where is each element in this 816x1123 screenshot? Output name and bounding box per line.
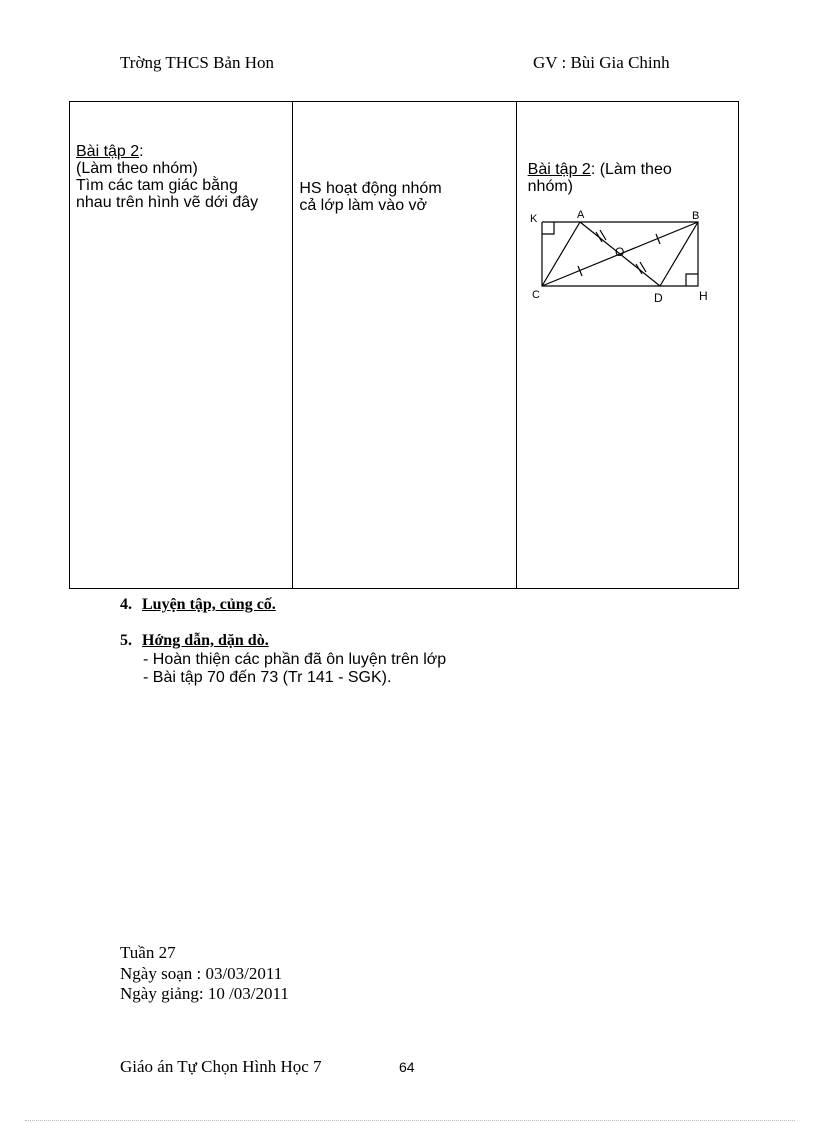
page-bottom-divider bbox=[25, 1120, 795, 1121]
section-number: 5. bbox=[120, 632, 132, 649]
prep-date: Ngày soạn : 03/03/2011 bbox=[120, 964, 283, 983]
section-guidance bbox=[120, 632, 269, 650]
student-activity-line-2: cả lớp làm vào vở bbox=[299, 197, 428, 214]
section-title: Luyện tập, củng cố. bbox=[142, 596, 276, 613]
group-work-label: (Làm theo nhóm) bbox=[76, 160, 198, 177]
label-h: H bbox=[698, 289, 708, 303]
school-name: Trờng THCS Bản Hon bbox=[120, 53, 274, 72]
segment-ca bbox=[542, 222, 580, 286]
table-cell-student-activity bbox=[293, 102, 516, 589]
table-cell-teacher-activity bbox=[70, 102, 293, 589]
task-line-2: nhau trên hình vẽ dới đây bbox=[76, 194, 259, 211]
task-line-1: Tìm các tam giác bằng bbox=[76, 177, 238, 194]
right-angle-mark-k bbox=[542, 222, 554, 234]
cell-text-block bbox=[528, 161, 672, 195]
group-work-label-right: nhóm) bbox=[527, 178, 574, 195]
cell-text-block bbox=[299, 180, 441, 214]
label-o: O bbox=[614, 245, 624, 259]
page-number: 64 bbox=[399, 1059, 415, 1075]
teach-date: Ngày giảng: 10 /03/2011 bbox=[120, 984, 289, 1003]
exercise-title-suffix-right: : (Làm theo bbox=[590, 161, 672, 178]
table-cell-content bbox=[516, 102, 738, 589]
label-k: K bbox=[529, 213, 537, 225]
exercise-title: Bài tập 2 bbox=[76, 143, 140, 160]
homework-item: - Bài tập 70 đến 73 (Tr 141 - SGK). bbox=[143, 669, 392, 686]
section-number: 4. bbox=[120, 596, 132, 613]
right-angle-mark-h bbox=[686, 274, 698, 286]
label-c: C bbox=[531, 289, 540, 301]
geometry-figure bbox=[522, 210, 732, 310]
week-label: Tuần 27 bbox=[120, 943, 176, 962]
section-title: Hớng dẫn, dặn dò. bbox=[142, 632, 269, 649]
homework-item: - Hoàn thiện các phần đã ôn luyện trên lớp bbox=[143, 651, 447, 668]
label-d: D bbox=[653, 291, 663, 305]
segment-bd bbox=[660, 222, 698, 286]
section-practice bbox=[120, 596, 276, 614]
footer-subject: Giáo án Tự Chọn Hình Học 7 bbox=[120, 1057, 322, 1076]
cell-text-block bbox=[76, 143, 258, 211]
exercise-title-right: Bài tập 2 bbox=[527, 161, 591, 178]
lesson-table bbox=[69, 101, 739, 589]
exercise-title-suffix: : bbox=[139, 143, 144, 160]
teacher-name: GV : Bùi Gia Chinh bbox=[533, 53, 670, 72]
student-activity-line-1: HS hoạt động nhóm bbox=[299, 180, 442, 197]
tick-mark bbox=[596, 232, 602, 242]
tick-mark bbox=[636, 264, 642, 274]
label-a: A bbox=[576, 210, 584, 221]
label-b: B bbox=[691, 210, 699, 222]
